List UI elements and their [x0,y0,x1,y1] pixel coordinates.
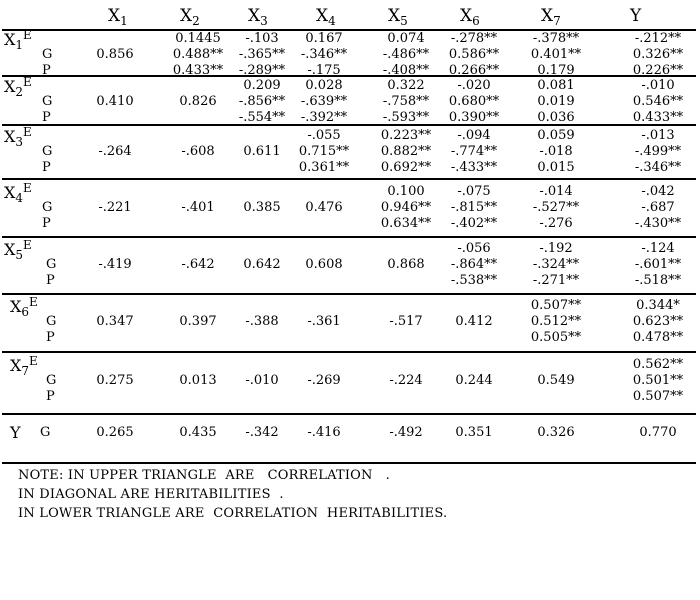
column-header [460,6,480,31]
table-cell-value: -.527** [532,200,580,215]
table-cell-value: -.430** [634,216,682,231]
row-label [4,75,32,99]
row-p-label: P [42,160,51,175]
table-cell-value: -.433** [450,160,498,175]
row-label-base: X [10,297,22,316]
table-cell-value: 0.549 [537,373,575,388]
table-cell-value: 0.275 [96,373,134,388]
row-p-label: P [46,389,55,404]
row-g-label: G [46,314,57,329]
row-p-label: P [46,330,55,345]
row-g-label: G [42,200,53,215]
table-cell-value: -.271** [532,273,580,288]
table-rule [2,293,696,295]
table-rule [2,29,696,31]
table-cell-value: 0.179 [537,63,575,78]
note-line: IN LOWER TRIANGLE ARE CORRELATION HERITABILITIES. [18,506,448,521]
table-cell-value: -.774** [450,144,498,159]
row-label-subscript: 7 [21,364,30,378]
table-cell-value: 0.770 [639,425,677,440]
table-cell-value: 0.059 [537,128,575,143]
table-cell-value: -.518** [634,273,682,288]
row-label-superscript: E [29,354,38,368]
table-cell-value: 0.546** [632,94,684,109]
row-label-subscript: 3 [15,135,24,149]
table-cell-value: 0.611 [243,144,281,159]
table-cell-value: 0.435 [179,425,217,440]
table-cell-value: 0.507** [632,389,684,404]
table-cell-value: 0.074 [387,31,425,46]
table-cell-value: 0.512** [530,314,582,329]
row-label [4,238,32,262]
row-label-base: X [4,30,16,49]
table-cell-value: -.687 [641,200,675,215]
table-cell-value: -.639** [300,94,348,109]
table-cell-value: -.103 [245,31,279,46]
row-p-label: P [46,273,55,288]
table-cell-value: 0.433** [172,63,224,78]
table-cell-value: 0.347 [96,314,134,329]
table-cell-value: 0.882** [380,144,432,159]
table-cell-value: 0.265 [96,425,134,440]
table-cell-value: -.020 [457,78,491,93]
row-label-superscript: E [23,125,32,139]
row-label [4,28,32,52]
table-cell-value: 0.946** [380,200,432,215]
table-cell-value: -.014 [539,184,573,199]
row-p-label: P [42,63,51,78]
table-cell-value: 0.634** [380,216,432,231]
table-cell-value: 0.100 [387,184,425,199]
table-cell-value: 0.013 [179,373,217,388]
table-cell-value: 0.226** [632,63,684,78]
row-p-label: P [42,110,51,125]
note-line: NOTE: IN UPPER TRIANGLE ARE CORRELATION . [18,468,390,483]
row-label-subscript: 2 [15,85,24,99]
table-cell-value: 0.326** [632,47,684,62]
table-cell-value: 0.209 [243,78,281,93]
table-cell-value: 0.505** [530,330,582,345]
row-label [10,423,21,442]
table-cell-value: -.175 [307,63,341,78]
table-cell-value: -.276 [539,216,573,231]
row-label-superscript: E [23,28,32,42]
table-cell-value: -.013 [641,128,675,143]
row-label [4,125,32,149]
table-cell-value: 0.081 [537,78,575,93]
table-cell-value: -.342 [245,425,279,440]
row-label-superscript: E [23,181,32,195]
table-cell-value: -.419 [98,257,132,272]
column-header-subscript: 1 [120,14,128,28]
table-cell-value: -.055 [307,128,341,143]
table-cell-value: 0.361** [298,160,350,175]
table-cell-value: 0.344* [636,298,680,313]
row-label-base: X [4,127,16,146]
table-cell-value: -.554** [238,110,286,125]
table-cell-value: -.642 [181,257,215,272]
table-cell-value: 0.608 [305,257,343,272]
table-cell-value: -.346** [300,47,348,62]
table-cell-value: 0.412 [455,314,493,329]
table-cell-value: -.010 [641,78,675,93]
column-header [541,6,561,31]
column-header-base: X [316,6,329,26]
column-header-subscript: 2 [192,14,200,28]
table-cell-value: 0.1445 [175,31,221,46]
column-header-base: X [460,6,473,26]
table-cell-value: 0.401** [530,47,582,62]
row-label-subscript: 6 [21,305,30,319]
column-header-subscript: 4 [328,14,336,28]
table-cell-value: 0.266** [448,63,500,78]
row-label-subscript: 1 [15,38,24,52]
row-label-base: Y [10,423,21,442]
row-p-label: P [42,216,51,231]
row-g-label: G [42,94,53,109]
table-cell-value: 0.562** [632,357,684,372]
table-cell-value: -.192 [539,241,573,256]
table-cell-value: 0.244 [455,373,493,388]
row-label-base: X [4,240,16,259]
table-cell-value: -.486** [382,47,430,62]
table-cell-value: 0.476 [305,200,343,215]
column-header [388,6,408,31]
table-cell-value: -.264 [98,144,132,159]
table-cell-value: -.593** [382,110,430,125]
table-cell-value: 0.326 [537,425,575,440]
table-cell-value: 0.036 [537,110,575,125]
table-cell-value: 0.015 [537,160,575,175]
column-header [108,6,128,31]
table-cell-value: -.388 [245,314,279,329]
row-g-label: G [40,425,51,440]
table-cell-value: -.538** [450,273,498,288]
table-cell-value: 0.856 [96,47,134,62]
row-label [10,295,38,319]
table-cell-value: 0.223** [380,128,432,143]
table-cell-value: 0.397 [179,314,217,329]
column-header-subscript: 7 [553,14,561,28]
table-cell-value: 0.433** [632,110,684,125]
row-label-superscript: E [23,75,32,89]
table-cell-value: -.018 [539,144,573,159]
column-header [180,6,200,31]
table-cell-value: 0.028 [305,78,343,93]
table-cell-value: -.401 [181,200,215,215]
column-header-base: X [388,6,401,26]
table-cell-value: 0.680** [448,94,500,109]
table-rule [2,351,696,353]
column-header-base: X [248,6,261,26]
column-header [316,6,336,31]
table-cell-value: -.269 [307,373,341,388]
table-rule [2,236,696,238]
table-cell-value: -.075 [457,184,491,199]
column-header-base: X [180,6,193,26]
table-cell-value: 0.488** [172,47,224,62]
table-cell-value: 0.385 [243,200,281,215]
column-header-subscript: 6 [472,14,480,28]
table-cell-value: -.499** [634,144,682,159]
table-cell-value: 0.410 [96,94,134,109]
table-cell-value: -.346** [634,160,682,175]
table-rule [2,462,696,464]
table-cell-value: -.416 [307,425,341,440]
column-header-base: X [541,6,554,26]
row-g-label: G [46,373,57,388]
table-cell-value: -.608 [181,144,215,159]
row-label [10,354,38,378]
row-g-label: G [42,144,53,159]
table-cell-value: 0.826 [179,94,217,109]
table-cell-value: 0.692** [380,160,432,175]
table-cell-value: 0.167 [305,31,343,46]
table-cell-value: -.221 [98,200,132,215]
column-header-subscript: 3 [260,14,268,28]
table-cell-value: -.324** [532,257,580,272]
table-cell-value: -.124 [641,241,675,256]
row-label-base: X [4,183,16,202]
table-cell-value: -.392** [300,110,348,125]
table-cell-value: -.815** [450,200,498,215]
row-label-subscript: 4 [15,191,24,205]
table-cell-value: 0.715** [298,144,350,159]
table-cell-value: -.361 [307,314,341,329]
table-cell-value: -.378** [532,31,580,46]
column-header-subscript: 5 [400,14,408,28]
table-cell-value: 0.501** [632,373,684,388]
row-label-base: X [4,77,16,96]
column-header [630,6,641,26]
table-cell-value: 0.478** [632,330,684,345]
table-cell-value: -.224 [389,373,423,388]
table-cell-value: -.365** [238,47,286,62]
table-cell-value: -.601** [634,257,682,272]
table-cell-value: -.864** [450,257,498,272]
table-cell-value: 0.868 [387,257,425,272]
row-label [4,181,32,205]
table-cell-value: -.402** [450,216,498,231]
table-cell-value: 0.351 [455,425,493,440]
column-header-base: Y [630,6,642,26]
table-cell-value: -.517 [389,314,423,329]
table-rule [2,413,696,415]
row-label-superscript: E [23,238,32,252]
table-rule [2,178,696,180]
table-cell-value: -.094 [457,128,491,143]
note-line: IN DIAGONAL ARE HERITABILITIES . [18,487,284,502]
table-cell-value: -.056 [457,241,491,256]
table-cell-value: -.212** [634,31,682,46]
row-label-base: X [10,356,22,375]
table-cell-value: 0.642 [243,257,281,272]
table-cell-value: -.289** [238,63,286,78]
table-cell-value: 0.623** [632,314,684,329]
table-cell-value: -.278** [450,31,498,46]
table-cell-value: -.758** [382,94,430,109]
table-cell-value: -.408** [382,63,430,78]
row-g-label: G [42,47,53,62]
table-cell-value: -.042 [641,184,675,199]
table-cell-value: 0.322 [387,78,425,93]
table-cell-value: -.492 [389,425,423,440]
column-header-base: X [108,6,121,26]
table-cell-value: 0.586** [448,47,500,62]
row-g-label: G [46,257,57,272]
row-label-subscript: 5 [15,248,24,262]
row-label-superscript: E [29,295,38,309]
table-cell-value: -.010 [245,373,279,388]
column-header [248,6,268,31]
table-cell-value: 0.507** [530,298,582,313]
table-cell-value: 0.019 [537,94,575,109]
table-cell-value: -.856** [238,94,286,109]
table-cell-value: 0.390** [448,110,500,125]
